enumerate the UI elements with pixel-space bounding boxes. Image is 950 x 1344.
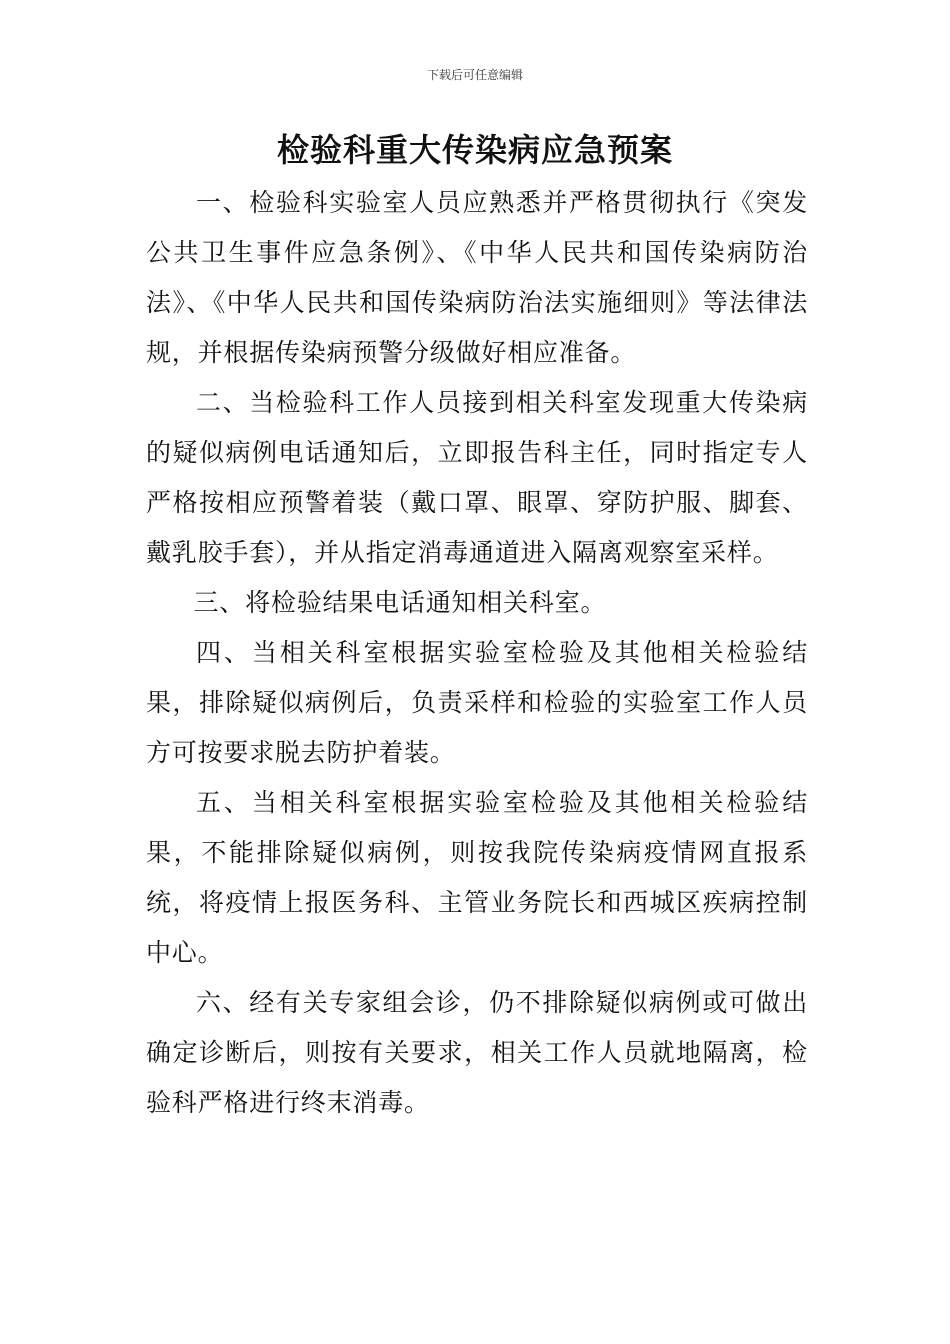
- document-body: [146, 178, 808, 1128]
- paragraph-1: 一、检验科实验室人员应熟悉并严格贯彻执行《突发公共卫生事件应急条例》、《中华人民共和国传染病防治法》、《中华人民共和国传染病防治法实施细则》等法律法规，并根据传染病预警分级做好相应准备。: [146, 188, 808, 367]
- paragraph-5: 五、当相关科室根据实验室检验及其他相关检验结果，不能排除疑似病例，则按我院传染病疫情网直报系统，将疫情上报医务科、主管业务院长和西城区疾病控制中心。: [146, 788, 808, 967]
- paragraph-2: 二、当检验科工作人员接到相关科室发现重大传染病的疑似病例电话通知后，立即报告科主任，同时指定专人严格按相应预警着装（戴口罩、眼罩、穿防护服、脚套、戴乳胶手套），并从指定消毒通道进入隔离观察室采样。: [146, 388, 808, 567]
- document-title: 检验科重大传染病应急预案: [276, 131, 673, 169]
- paragraph-3: 三、将检验结果电话通知相关科室。: [193, 588, 607, 617]
- header-note: 下载后可任意编辑: [426, 68, 523, 82]
- paragraph-6: 六、经有关专家组会诊，仍不排除疑似病例或可做出确定诊断后，则按有关要求，相关工作人员就地隔离，检验科严格进行终末消毒。: [146, 988, 808, 1117]
- paragraph-4: 四、当相关科室根据实验室检验及其他相关检验结果，排除疑似病例后，负责采样和检验的实验室工作人员方可按要求脱去防护着装。: [146, 638, 808, 767]
